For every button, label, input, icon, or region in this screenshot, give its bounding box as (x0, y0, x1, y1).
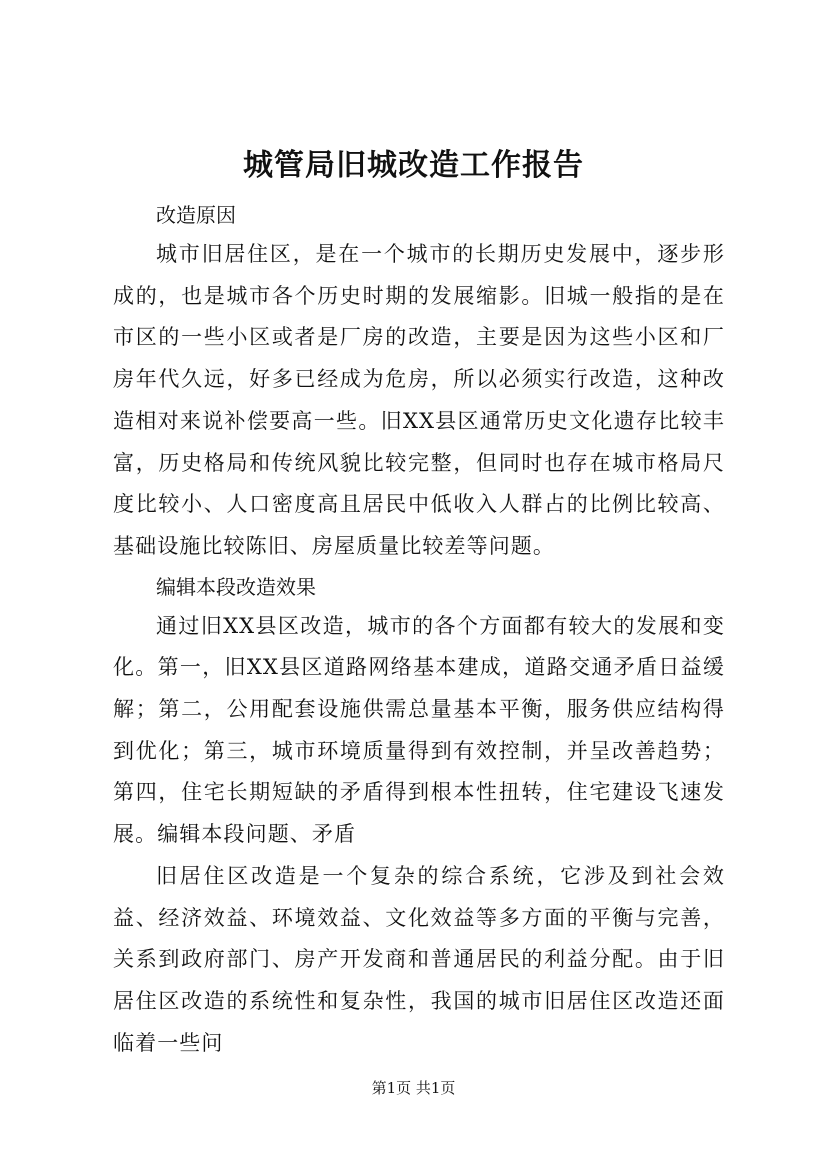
paragraph-reason: 城市旧居住区，是在一个城市的长期历史发展中，逐步形成的，也是城市各个历史时期的发展缩影。旧城一般指的是在市区的一些小区或者是厂房的改造，主要是因为这些小区和厂房年代久远，好多已经成为危房，所以必须实行改造，这种改造相对来说补偿要高一些。旧XX县区通常历史文化遗存比较丰富，历史格局和传统风貌比较完整，但同时也存在城市格局尺度比较小、人口密度高且居民中低收入人群占的比例比较高、基础设施比较陈旧、房屋质量比较差等问题。 (113, 242, 725, 558)
section-heading-reason: 改造原因 (156, 203, 236, 227)
paragraph-effect: 通过旧XX县区改造，城市的各个方面都有较大的发展和变化。第一，旧XX县区道路网络基本建成，道路交通矛盾日益缓解；第二，公用配套设施供需总量基本平衡，服务供应结构得到优化；第三，城市环境质量得到有效控制，并呈改善趋势；第四，住宅长期短缺的矛盾得到根本性扭转，住宅建设飞速发展。编辑本段问题、矛盾 (113, 613, 725, 847)
section-heading-effect: 编辑本段改造效果 (156, 574, 316, 599)
paragraph-problems: 旧居住区改造是一个复杂的综合系统，它涉及到社会效益、经济效益、环境效益、文化效益等多方面的平衡与完善，关系到政府部门、房产开发商和普通居民的利益分配。由于旧居住区改造的系统性和复杂性，我国的城市旧居住区改造还面临着一些问 (113, 863, 725, 1055)
document-body (113, 196, 725, 1064)
document-title: 城管局旧城改造工作报告 (243, 148, 584, 183)
page-footer: 第1页 共1页 (371, 1079, 456, 1097)
